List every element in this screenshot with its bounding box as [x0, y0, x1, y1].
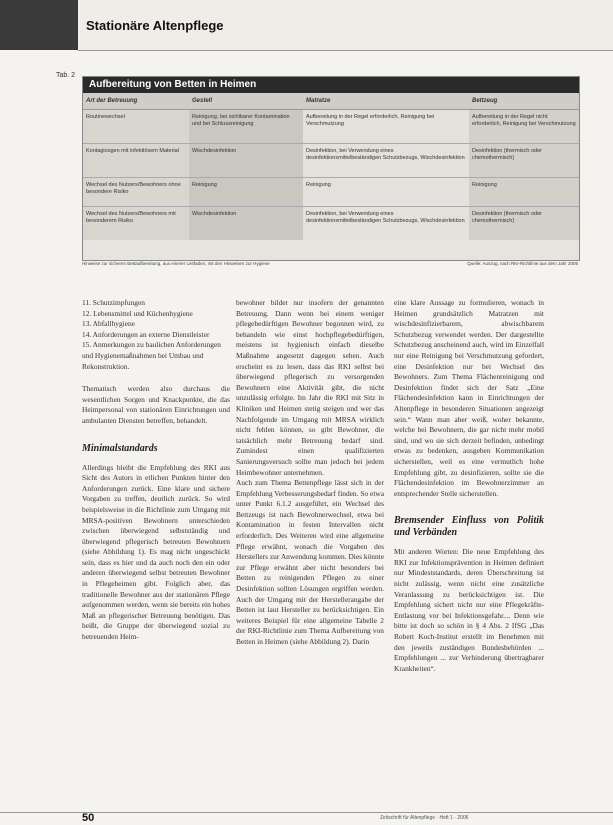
text-column-1: [82, 298, 230, 643]
table-cell: Desinfektion, bei Verwendung eines desinfektionsmittelbeständigen Schutzbezugs, Wischdesinfektion: [303, 144, 469, 178]
column-header: Gestell: [189, 93, 303, 110]
text-column-3: [394, 298, 544, 674]
table-header-row: [83, 93, 579, 110]
table-title-bar: [83, 77, 579, 93]
table-cell: Wischdesinfektion: [189, 144, 303, 178]
table-label: Tab. 2: [56, 72, 76, 79]
table-cell: Reinigung: [303, 178, 469, 207]
table-cell: Wechsel des Nutzers/Bewohners ohne besondere Risiko: [83, 178, 189, 207]
table-cell: Wechsel des Nutzers/Bewohners mit besonderem Risiko: [83, 207, 189, 241]
column-header: Matratze: [303, 93, 469, 110]
section-title: Stationäre Altenpflege: [86, 18, 224, 33]
footer-text: Zeitschrift für Altenpflege · Heft 1 · 2006: [380, 815, 469, 821]
subheading: Bremsender Einfluss von Politik und Verbänden: [394, 515, 544, 539]
table-cell: Routinewechsel: [83, 110, 189, 144]
table-cell: Desinfektion (thermisch oder chemothermisch): [469, 144, 579, 178]
table-footnote-right: Quelle: Auszug, nach RKI-Richtlinie aus dem Jahr 2005: [467, 261, 578, 266]
table-footnote: [82, 261, 578, 266]
data-table: [83, 93, 579, 240]
paragraph: Allerdings bleibt die Empfehlung des RKI aus Sicht des Autors in etlichen Punkten hinter den Anforderungen zurück. Eine klare und sichere Vorgaben zu treffen, deutlich zurück. So wird beispielsweise in die Richtlinie zum Umgang mit MRSA-positiven Bewohnern unterschieden zwischen überwiegend selbstständig und überwiegend pflegerisch betreuten Bewohnern (siehe Abbildung 1). Es mag nicht ungeschickt sein, dass es hier und da auch noch den ein oder anderen überwiegend selbst betreuten Bewohner in Pflegeheimen gibt. Folglich aber, das traditionelle Bewohner aus der stationären Pflege aufgenommen werden, wenn sie bereits ein hohes Maß an pflegerischer Betreuung benötigen. Das heißt, die Gruppe der überwiegend sozial zu betreuenden Heim-: [82, 462, 230, 642]
table-row: [83, 110, 579, 144]
paragraph: eine klare Aussage zu formulieren, wonach in Heimen grundsätzlich Matratzen mit wischdesinfizierbarem, abwischbarem Schutzbezug verwendet werden. Der dargestellte Schutzbezug anscheinend auch, wird im Einzelfall nur eine Reinigung bei Verschmutzung gefordert, eine Desinfektion nur bei Wechsel des Bewohners. Zum Thema Flächenreinigung und Desinfektion findet sich der Satz „Eine Flächendesinfektion kann in Einrichtungen der Altenpflege in besonderen Situationen angezeigt sein.“ Wann man aber weiß, woher bekannte, welche bei Bewohnern, die gar nicht mehr mobil sind, und wo sie sich derzeit befinden, unbedingt etwas zu bedenken, ausgeben Kommunikation sicherstellen, weil es eine vermutlich hohe Empfehlung gibt, zu desinfizieren, sollte sie die Flächendesinfektion im Bewohnerzimmer an entsprechender Stelle sicherstellen.: [394, 298, 544, 498]
paragraph: Thematisch werden also durchaus die wesentlichen Sorgen und Knackpunkte, die das Heimpersonal von stationären Einrichtungen und ambulanten Diensten betreffen, behandelt.: [82, 384, 230, 425]
header-rule: [78, 50, 613, 51]
column-header: Bettzeug: [469, 93, 579, 110]
header-block: [0, 0, 78, 50]
table-cell: Reinigung: [189, 178, 303, 207]
column-header: Art der Betreuung: [83, 93, 189, 110]
numbered-list: 11. Schutzimpfungen 12. Lebensmittel und Küchenhygiene 13. Abfallhygiene 14. Anforderungen an externe Dienstleister 15. Anmerkungen zu baulichen Anforderungen und Hygienemaßnahmen bei Umbau und Rekonstruktion.: [82, 298, 221, 371]
table-row: [83, 178, 579, 207]
paragraph: bewohner bildet nur insofern der genannten Betreuung. Dann wenn bei einem weniger pflegebedürftigen Bewohner begonnen wird, zu behandeln wie einst hochpflegebedürftigen, meistens ist hygienisch einfach dieselbe Maßnahme angesetzt dagegen sehen. Auch erscheint es zu lesen, dass das RKI selbst bei überwiegend pflegerisch zu versorgenden Bewohnern eine Aktivität gibt, die nicht unzulässig erfolgte. Im Jahr die RKI mit Sitz in Kliniken und Heimen stetig steigen und wer das Nachfolgende im Umgang mit MRSA wirklich nicht fehlen können, so gibt Bewohner, die tatsächlich mehr Betreuung bedarf sind. Zumindest einen qualifizierten Sanierungsversuch sollte man jedoch bei jedem Heimbewohner unternehmen.: [236, 298, 384, 477]
table-row: [83, 144, 579, 178]
paragraph: Auch zum Thema Bettenpflege lässt sich in der Empfehlung Verbesserungsbedarf finden. So etwa unter Punkt 6.1.2 ausgeführt, ein Wechsel des Bettzeugs ist nach Bewohnerwechsel, etwa bei Kontamination in festen Intervallen nicht erforderlich. Des Weiteren wird eine allgemeine Pflege erwähnt, wonach die Vorgaben des Herstellers zur Anwendung kommen. Dies könnte zur Pflege erwähnt aber nicht besonders bei Betten zu reinigenden Pflegen zu einer Desinfektion sollten Lösungen ergriffen werden. Auch der Umgang mit der Herstellerangabe der Betten ist laut Hersteller zu berücksichtigen. Ein weiteres Beispiel für eine allgemeine Tabelle 2 der RKI-Richtlinie zum Thema Aufbereitung von Betten in Heimen (siehe Abbildung 2). Darin: [236, 478, 384, 646]
table-cell: Wischdesinfektion: [189, 207, 303, 241]
table-cell: Desinfektion (thermisch oder chemothermisch): [469, 207, 579, 241]
table-cell: Kontagiosgen mit infektiösem Material: [83, 144, 189, 178]
page-number: 50: [82, 812, 95, 824]
subheading: Minimalstandards: [82, 442, 158, 454]
table-figure: [82, 76, 580, 261]
table-footnote-left: Hinweise zur sicheren Bettaufbereitung, aus einerer Leitfaden, mit den Hinweisen zur Hygiene: [82, 261, 270, 266]
table-cell: Aufbereitung in der Regel erforderlich, Reinigung bei Verschmutzung: [303, 110, 469, 144]
text-column-2: [236, 298, 384, 648]
table-cell: Aufbereitung in der Regel nicht erforderlich, Reinigung bei Verschmutzung: [469, 110, 579, 144]
table-title: Aufbereitung von Betten in Heimen: [89, 79, 257, 90]
table-cell: Reinigung: [469, 178, 579, 207]
paragraph: Mit anderen Worten: Die neue Empfehlung des RKI zur Infektionsprävention in Heimen definiert nur Mindeststandards, deren Überschreitung ist nicht zulässig, wenn nicht eine zusätzliche Veranlassung zu berücksichtigen ist. Die Empfehlung sichert nicht nur eine Pflegekräfte-Entlastung vor bei Infektionsgefahr.... Denn wie bitte ist doch so schön in § 4 Abs. 2 IfSG „Das Robert Koch-Institut erstellt im Benehmen mit den jeweils zuständigen Bundesbehörden ... Empfehlungen ... zur Verhinderung übertragbarer Krankheiten“.: [394, 547, 544, 673]
table-row: [83, 207, 579, 241]
table-cell: Reinigung, bei sichtbarer Kontamination und bei Schlussreinigung: [189, 110, 303, 144]
table-cell: Desinfektion, bei Verwendung eines desinfektionsmittelbeständigen Schutzbezugs, Wischdesinfektion: [303, 207, 469, 241]
